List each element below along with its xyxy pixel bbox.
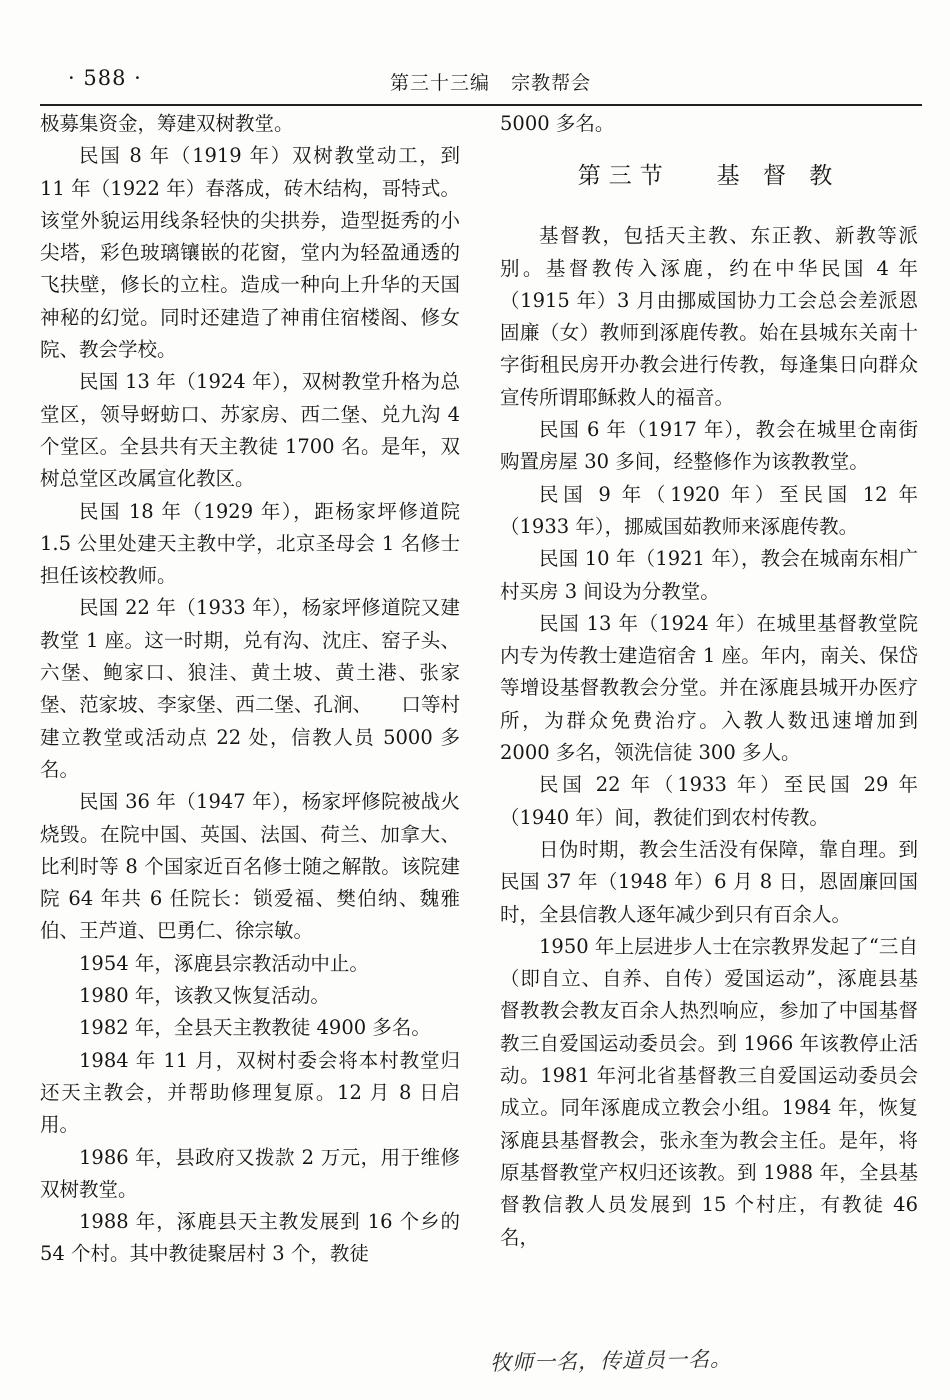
handwritten-note: 牧师一名，传道员一名。 [489, 1346, 733, 1376]
paragraph: 民国 6 年（1917 年），教会在城里仓南街购置房屋 30 多间，经整修作为该教教堂。 [500, 418, 918, 474]
paragraph: 民国 22 年（1933 年）至民国 29 年（1940 年）间，教徒们到农村传教。 [500, 773, 918, 829]
page-number: · 588 · [68, 66, 142, 90]
paragraph-continuation: 5000 多名。 [500, 112, 615, 135]
paragraph: 1954 年，涿鹿县宗教活动中止。 [79, 951, 369, 975]
paragraph: 1984 年 11 月，双树村委会将本村教堂归还天主教会，并帮助修理复原。12 月 8 日启用。 [40, 1048, 460, 1137]
paragraph: 民国 36 年（1947 年），杨家坪修院被战火烧毁。在院中国、英国、法国、荷兰、加拿大、比利时等 8 个国家近百名修士随之解散。该院建院 64 年共 6 任院长：锁爱福、樊伯纳、魏雅伯、王芦道、巴勇仁、徐宗敏。 [40, 790, 460, 943]
header-rule [40, 104, 922, 106]
paragraph: 1986 年，县政府又拨款 2 万元，用于维修双树教堂。 [40, 1145, 460, 1201]
paragraph: 民国 10 年（1921 年），教会在城南东相广村买房 3 间设为分教堂。 [500, 547, 918, 603]
paragraph: 1982 年，全县天主教教徒 4900 多名。 [79, 1016, 431, 1040]
paragraph: 民国 22 年（1933 年），杨家坪修道院又建教堂 1 座。这一时期，兑有沟、沈庄、窑子头、六堡、鲍家口、狼洼、黄土坡、黄土港、张家堡、范家坡、李家堡、西二堡、孔涧、 口等村建立教堂或活动点 22 处，信教人员 5000 多名。 [40, 596, 460, 781]
paragraph: 极募集资金，筹建双树教堂。 [40, 112, 294, 135]
page-header [40, 62, 922, 102]
right-column [500, 108, 918, 1254]
paragraph: 1988 年，涿鹿县天主教发展到 16 个乡的 54 个村。其中教徒聚居村 3 个，教徒 [40, 1210, 460, 1266]
paragraph: 1980 年，该教又恢复活动。 [79, 984, 330, 1008]
running-title: 第三十三编 宗教帮会 [390, 72, 592, 94]
paragraph: 基督教，包括天主教、东正教、新教等派别。基督教传入涿鹿，约在中华民国 4 年（1915 年）3 月由挪威国协力工会总会差派恩固廉（女）教师到涿鹿传教。始在县城东关南十字街租民房开办教会进行传教，每逢集日向群众宣传所谓耶稣救人的福音。 [500, 224, 918, 409]
paragraph: 民国 13 年（1924 年）在城里基督教堂院内专为传教士建造宿舍 1 座。年内，南关、保岱等增设基督教教会分堂。并在涿鹿县城开办医疗所，为群众免费治疗。入教人数迅速增加到 2000 多名，领洗信徒 300 多人。 [500, 611, 918, 765]
paragraph: 民国 8 年（1919 年）双树教堂动工，到 11 年（1922 年）春落成，砖木结构，哥特式。该堂外貌运用线条轻快的尖拱券，造型挺秀的小尖塔，彩色玻璃镶嵌的花窗，堂内为轻盈通透的飞扶壁，修长的立柱。造成一种向上升华的天国神秘的幻觉。同时还建造了神甫住宿楼阁、修女院、教会学校。 [40, 144, 460, 362]
paragraph: 民国 18 年（1929 年），距杨家坪修道院 1.5 公里处建天主教中学，北京圣母会 1 名修士担任该校教师。 [40, 499, 460, 588]
paragraph: 1950 年上层进步人士在宗教界发起了“三自（即自立、自养、自传）爱国运动”，涿鹿县基督教教会教友百余人热烈响应，参加了中国基督教三自爱国运动委员会。到 1966 年该教停止活动。1981 年河北省基督教三自爱国运动委员会成立。同年涿鹿成立教会小组。1984 年，恢复涿鹿县基督教会，张永奎为教会主任。是年，将原基督教堂产权归还该教。到 1988 年，全县基督教信教人员发展到 15 个村庄，有教徒 46 名， [500, 934, 918, 1249]
section-heading: 第三节 基 督 教 [577, 163, 841, 190]
paragraph: 民国 9 年（1920 年）至民国 12 年（1933 年），挪威国茹教师来涿鹿传教。 [500, 482, 918, 538]
paragraph: 日伪时期，教会生活没有保障，靠自理。到民国 37 年（1948 年）6 月 8 日，恩固廉回国时，全县信教人逐年减少到只有百余人。 [500, 837, 918, 926]
left-column [40, 108, 460, 1271]
paragraph: 民国 13 年（1924 年），双树教堂升格为总堂区，领导蚜蚄口、苏家房、西二堡、兑九沟 4 个堂区。全县共有天主教徒 1700 名。是年，双树总堂区改属宣化教区。 [40, 370, 460, 491]
